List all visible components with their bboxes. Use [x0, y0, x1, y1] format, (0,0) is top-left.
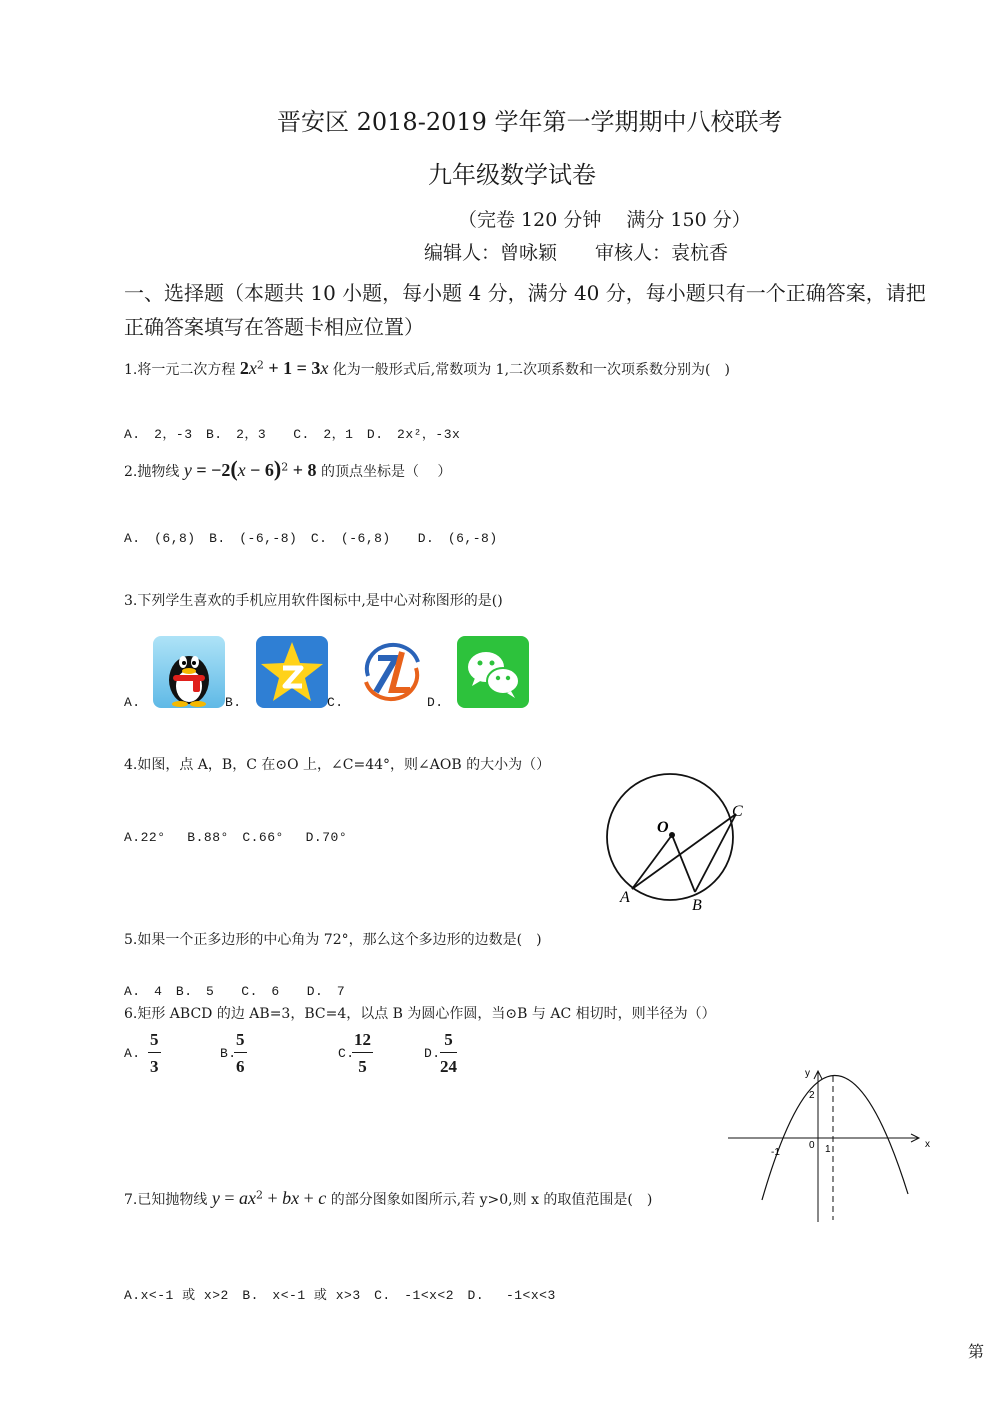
- q6-fraction-c: $\frac{12}{5}$: [354, 1030, 371, 1076]
- q7-equation: $y = ax^2$ + bx + c: [211, 1188, 327, 1208]
- question-1: [124, 358, 730, 379]
- question-2: [124, 456, 451, 482]
- graph-one-label: 1: [825, 1144, 831, 1155]
- exam-subtitle: 九年级数学试卷: [428, 161, 596, 189]
- graph-origin-label: 0: [809, 1140, 815, 1151]
- exam-editors: 编辑人：曾咏颖 审核人：袁杭香: [424, 242, 729, 264]
- q3-label-c: C.: [327, 695, 344, 710]
- label-o: O: [657, 819, 669, 836]
- wechat-icon: [457, 636, 529, 708]
- label-b: B: [692, 897, 702, 914]
- qq-penguin-icon: [153, 636, 225, 708]
- logo-zl-icon: [356, 636, 428, 708]
- q2-equation: $y = -2(x - 6)^2 + 8$: [183, 456, 317, 481]
- graph-neg1-label: -1: [771, 1147, 780, 1158]
- parabola-graph: [722, 1062, 942, 1227]
- circle-figure: [600, 760, 760, 920]
- question-4: 4.如图，点 A，B，C 在⊙O 上，∠C=44°，则∠AOB 的大小为（）: [124, 757, 551, 773]
- q3-label-d: D.: [427, 695, 444, 710]
- q6-label-c: C.: [338, 1046, 355, 1061]
- qzone-star-icon: [256, 636, 328, 708]
- q6-label-a: A.: [124, 1046, 141, 1061]
- q6-label-d: D.: [424, 1046, 441, 1061]
- q4-options: A.22° B.88° C.66° D.70°: [124, 830, 348, 845]
- section-heading-line1: 一、选择题（本题共 10 小题，每小题 4 分，满分 40 分，每小题只有一个正确答案，请把: [124, 281, 926, 305]
- graph-two-label: 2: [809, 1090, 815, 1101]
- question-5: 5.如果一个正多边形的中心角为 72°，那么这个多边形的边数是( ): [124, 932, 542, 948]
- q7-prefix: 7.已知抛物线: [124, 1192, 208, 1208]
- q5-options: A. 4 B. 5 C. 6 D. 7: [124, 984, 346, 999]
- label-a: A: [620, 889, 630, 906]
- section-heading-line2: 正确答案填写在答题卡相应位置）: [124, 315, 424, 339]
- graph-y-label: y: [805, 1068, 810, 1079]
- q1-equation: $2x^2 + 1 = 3x$: [239, 358, 329, 378]
- q6-fraction-d: $\frac{5}{24}$: [440, 1030, 457, 1076]
- q2-options: A. (6,8) B. (-6,-8) C. (-6,8) D. (6,-8): [124, 531, 498, 546]
- q1-options: A. 2，-3 B. 2，3 C. 2，1 D. 2x²，-3x: [124, 427, 461, 442]
- q6-fraction-a: $\frac{5}{3}$: [150, 1030, 159, 1076]
- q7-suffix: 的部分图象如图所示,若 y>0,则 x 的取值范围是( ): [330, 1192, 653, 1208]
- question-6: 6.矩形 ABCD 的边 AB=3，BC=4，以点 B 为圆心作圆，当⊙B 与 AC 相切时，则半径为（）: [124, 1006, 716, 1022]
- q1-suffix: 化为一般形式后,常数项为 1,二次项系数和一次项系数分别为( ): [332, 362, 730, 378]
- q6-label-b: B.: [220, 1046, 237, 1061]
- question-3: 3.下列学生喜欢的手机应用软件图标中,是中心对称图形的是(): [124, 593, 503, 609]
- q3-label-b: B.: [225, 695, 242, 710]
- q7-options: A.x<-1 或 x>2 B. x<-1 或 x>3 C. -1<x<2 D. -1<x<3: [124, 1288, 556, 1303]
- q2-prefix: 2.抛物线: [124, 464, 180, 480]
- q3-label-a: A.: [124, 695, 141, 710]
- page-marker: 第: [968, 1342, 985, 1361]
- q2-suffix: 的顶点坐标是（ ）: [320, 464, 452, 480]
- exam-time-info: （完卷 120 分钟 满分 150 分）: [458, 209, 751, 231]
- label-c: C: [732, 803, 743, 820]
- q1-prefix: 1.将一元二次方程: [124, 362, 236, 378]
- exam-title: 晋安区 2018-2019 学年第一学期期中八校联考: [277, 108, 783, 136]
- q6-fraction-b: $\frac{5}{6}$: [236, 1030, 245, 1076]
- graph-x-label: x: [925, 1139, 930, 1150]
- question-7: [124, 1188, 652, 1209]
